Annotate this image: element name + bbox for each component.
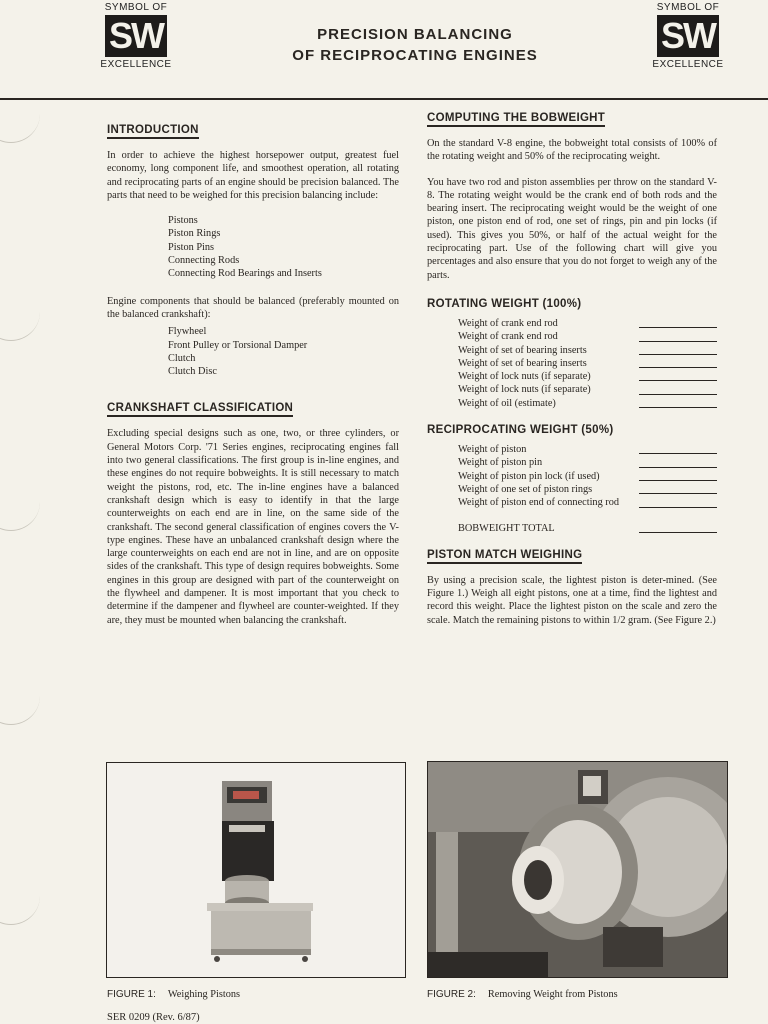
figure-1-caption-text: Weighing Pistons	[167, 989, 241, 1000]
blank-line	[639, 345, 717, 355]
logo-left	[100, 2, 172, 70]
page-title	[230, 24, 600, 66]
logo-right	[652, 2, 724, 70]
crankshaft-paragraph: Excluding special designs such as one, two, or three cylinders, or General Motors Corp. '71 Series engines, reciprocating engines fall into two general classifications. The first group is in-line engines, and these engines do not require bobweights. It is still necessary to match weight the pistons, rod, etc. The in-line engines have a balanced crankshaft design which is easy to identify in that the large counterweights on each end are in line, on the same side of the crankshaft. The second general classification of engines covers the V-type engines. These have an unbalanced crankshaft design where the large counterweights on each end are not in line, and are on opposite sides of the crankshaft. This type of design requires bobweights. Some engines in this group are designed with part of the counterweight on the flywheel and dampener. It is most important that you check to determine if the dampener and flywheel are counter-weighted. If they are, they must be mounted when balancing the crankshaft.	[107, 428, 399, 626]
figure-2-caption-text: Removing Weight from Pistons	[487, 989, 618, 1000]
binder-hole	[0, 690, 40, 725]
components-list	[168, 325, 399, 378]
table-row	[458, 370, 717, 383]
bobweight-paragraph-2: You have two rod and piston assemblies per throw on the standard V-8. The rotating weight would be the crank end of both rods and the bearing insert. The reciprocating weight would be the weight of one piston, one piston end of rod, one set of rings, pin and pin locks (if used). This gives you 50%, or half of the actual weight for the reciprocating part. Use of the following chart will give you percentages and also ensure that you do not forget to weigh any of the parts.	[427, 176, 717, 281]
blank-line	[639, 318, 717, 328]
blank-line	[639, 358, 717, 368]
table-row	[458, 483, 717, 496]
table-row	[458, 397, 717, 410]
row-label: Weight of piston end of connecting rod	[458, 497, 620, 509]
list-item: Piston Pins	[168, 241, 215, 253]
blank-line	[639, 498, 717, 508]
blank-line	[639, 398, 717, 408]
row-label: Weight of oil (estimate)	[458, 397, 556, 409]
table-row	[458, 456, 717, 469]
row-label: Weight of piston pin	[458, 457, 543, 469]
list-item: Piston Rings	[168, 228, 221, 240]
blank-line	[639, 444, 717, 454]
row-label: Weight of set of bearing inserts	[458, 344, 587, 356]
row-label: Weight of crank end rod	[458, 331, 558, 343]
table-row	[458, 496, 717, 509]
piston-match-paragraph: By using a precision scale, the lightest piston is deter-mined. (See Figure 1.) Weigh all eight pistons, one at a time, find the lightest and record this weight. Place the lightest piston on the scale and zero the scale. Match the remaining pistons to within 1/2 gram. (See Figure 2.)	[427, 574, 717, 626]
table-row	[458, 522, 717, 535]
list-item: Connecting Rod Bearings and Inserts	[168, 268, 322, 280]
introduction-heading: INTRODUCTION	[107, 124, 199, 139]
bobweight-heading: COMPUTING THE BOBWEIGHT	[427, 112, 605, 127]
figure-1-number: FIGURE 1:	[107, 989, 156, 1000]
left-column	[107, 120, 399, 639]
introduction-paragraph-1: In order to achieve the highest horsepower output, greatest fuel economy, long component life, and smoothest operation, all rotating and reciprocating parts of an engine should be precision balanced. The parts that need to be weighed for this precision balancing include:	[107, 150, 399, 201]
blank-line	[639, 484, 717, 494]
bobweight-paragraph-1: On the standard V-8 engine, the bobweight total consists of 100% of the rotating weight and 50% of the reciprocating weight.	[427, 138, 717, 163]
figure-1-image	[106, 762, 406, 978]
row-label: Weight of lock nuts (if separate)	[458, 371, 591, 383]
binder-hole	[0, 306, 40, 341]
row-label: Weight of one set of piston rings	[458, 483, 593, 495]
logo-top-text: SYMBOL OF	[656, 2, 720, 13]
precision-scale-illustration	[107, 763, 405, 977]
list-item: Pistons	[168, 215, 198, 227]
introduction-paragraph-2: Engine components that should be balanced (preferably mounted on the balanced crankshaft):	[107, 295, 399, 320]
figure-2-caption	[427, 989, 618, 1000]
logo-top-text: SYMBOL OF	[104, 2, 168, 13]
table-row	[458, 357, 717, 370]
table-row	[458, 330, 717, 343]
list-item: Front Pulley or Torsional Damper	[168, 339, 308, 351]
blank-line	[639, 523, 717, 533]
bobweight-total-label: BOBWEIGHT TOTAL	[458, 522, 555, 534]
row-label: Weight of crank end rod	[458, 317, 558, 329]
blank-line	[639, 371, 717, 381]
logo-bottom-text: EXCELLENCE	[100, 59, 172, 70]
list-item: Clutch	[168, 352, 196, 364]
table-row	[458, 344, 717, 357]
header-rule	[0, 98, 768, 100]
blank-line	[639, 458, 717, 468]
piston-match-heading: PISTON MATCH WEIGHING	[427, 549, 582, 564]
figure-2-number: FIGURE 2:	[427, 989, 476, 1000]
title-line-1: PRECISION BALANCING	[317, 26, 513, 43]
document-footer: SER 0209 (Rev. 6/87)	[107, 1012, 200, 1023]
blank-line	[639, 332, 717, 342]
right-column	[427, 108, 717, 639]
rotating-weight-table	[458, 317, 717, 410]
title-line-2: OF RECIPROCATING ENGINES	[292, 47, 538, 64]
figure-2-image	[427, 761, 728, 978]
binder-hole	[0, 496, 40, 531]
parts-list	[168, 214, 399, 280]
rotating-weight-heading: ROTATING WEIGHT (100%)	[427, 297, 582, 310]
table-row	[458, 470, 717, 483]
reciprocating-weight-table	[458, 443, 717, 535]
row-label: Weight of piston	[458, 444, 527, 456]
list-item: Connecting Rods	[168, 255, 240, 267]
binder-hole	[0, 890, 40, 925]
sw-logo-mark: SW	[105, 15, 167, 57]
table-row	[458, 443, 717, 456]
list-item: Clutch Disc	[168, 366, 217, 378]
blank-line	[639, 385, 717, 395]
row-label: Weight of piston pin lock (if used)	[458, 470, 600, 482]
table-row	[458, 383, 717, 396]
figure-1-caption	[107, 989, 240, 1000]
reciprocating-weight-heading: RECIPROCATING WEIGHT (50%)	[427, 424, 614, 437]
binder-hole	[0, 108, 40, 143]
crankshaft-heading: CRANKSHAFT CLASSIFICATION	[107, 402, 293, 417]
list-item: Flywheel	[168, 326, 207, 338]
blank-line	[639, 471, 717, 481]
piston-machining-illustration	[428, 762, 727, 977]
row-label: Weight of set of bearing inserts	[458, 357, 587, 369]
sw-logo-mark: SW	[657, 15, 719, 57]
logo-bottom-text: EXCELLENCE	[652, 59, 724, 70]
table-row	[458, 317, 717, 330]
row-label: Weight of lock nuts (if separate)	[458, 384, 591, 396]
